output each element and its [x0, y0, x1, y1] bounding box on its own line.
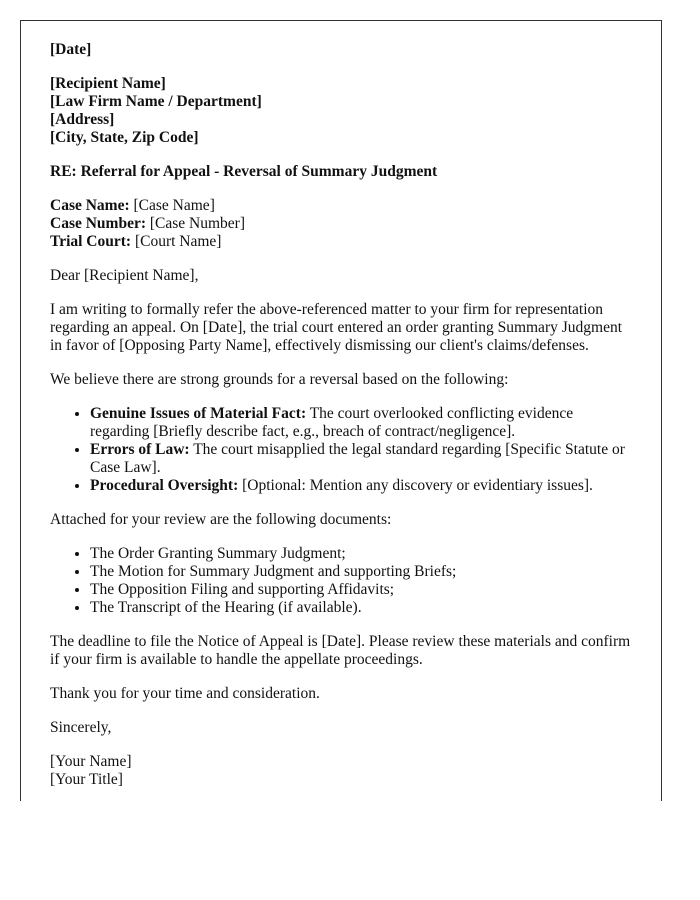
case-name-value: [Case Name] — [129, 197, 215, 214]
case-number-line — [50, 215, 631, 233]
signature-name: [Your Name] — [50, 753, 132, 770]
letter-date: [Date] — [50, 41, 92, 58]
recipient-city-state-zip: [City, State, Zip Code] — [50, 129, 199, 146]
grounds-item-text: The court misapplied the legal standard regarding [Specific Statute or Case Law]. — [90, 441, 625, 476]
grounds-intro: We believe there are strong grounds for a reversal based on the following: — [50, 371, 509, 388]
document-item: • The Opposition Filing and supporting Affidavits; — [90, 581, 631, 599]
documents-intro: Attached for your review are the following documents: — [50, 511, 392, 528]
case-info-block — [50, 197, 631, 251]
thanks-line: Thank you for your time and consideration. — [50, 685, 320, 702]
documents-list — [50, 545, 631, 617]
grounds-item — [90, 477, 631, 495]
document-item: • The Transcript of the Hearing (if available). — [90, 599, 631, 617]
grounds-item-label: Errors of Law: — [90, 441, 190, 458]
case-number-label: Case Number: — [50, 215, 146, 232]
salutation: Dear [Recipient Name], — [50, 267, 199, 284]
recipient-block — [50, 75, 631, 147]
grounds-item-text: The court overlooked conflicting evidence regarding [Briefly describe fact, e.g., breach of contract/negligence]. — [90, 405, 574, 440]
case-name-label: Case Name: — [50, 197, 130, 214]
recipient-name: [Recipient Name] — [50, 75, 166, 92]
signature-block — [50, 753, 631, 789]
case-number-value: [Case Number] — [146, 215, 245, 232]
document-item: • The Order Granting Summary Judgment; — [90, 545, 631, 563]
recipient-firm: [Law Firm Name / Department] — [50, 93, 262, 110]
document-item: • The Motion for Summary Judgment and supporting Briefs; — [90, 563, 631, 581]
grounds-list — [50, 405, 631, 495]
signature-title: [Your Title] — [50, 771, 123, 788]
recipient-address: [Address] — [50, 111, 115, 128]
grounds-item-text: [Optional: Mention any discovery or evidentiary issues]. — [238, 477, 593, 494]
grounds-item-label: Genuine Issues of Material Fact: — [90, 405, 307, 422]
grounds-item — [90, 405, 631, 441]
trial-court-label: Trial Court: — [50, 233, 132, 250]
deadline-paragraph: The deadline to file the Notice of Appeal is [Date]. Please review these materials and confirm if your firm is available to handle the appellate proceedings. — [50, 633, 631, 668]
grounds-item-label: Procedural Oversight: — [90, 477, 239, 494]
intro-paragraph: I am writing to formally refer the above-referenced matter to your firm for representation regarding an appeal. On [Date], the trial court entered an order granting Summary Judgment in favor of [Opposing Party Name], effectively dismissing our client's claims/defenses. — [50, 301, 623, 354]
trial-court-value: [Court Name] — [131, 233, 222, 250]
referral-letter — [20, 20, 662, 801]
closing-line: Sincerely, — [50, 719, 112, 736]
page-viewport — [20, 20, 662, 801]
subject-line: RE: Referral for Appeal - Reversal of Summary Judgment — [50, 163, 438, 180]
grounds-item — [90, 441, 631, 477]
case-name-line — [50, 197, 631, 215]
trial-court-line — [50, 233, 631, 251]
